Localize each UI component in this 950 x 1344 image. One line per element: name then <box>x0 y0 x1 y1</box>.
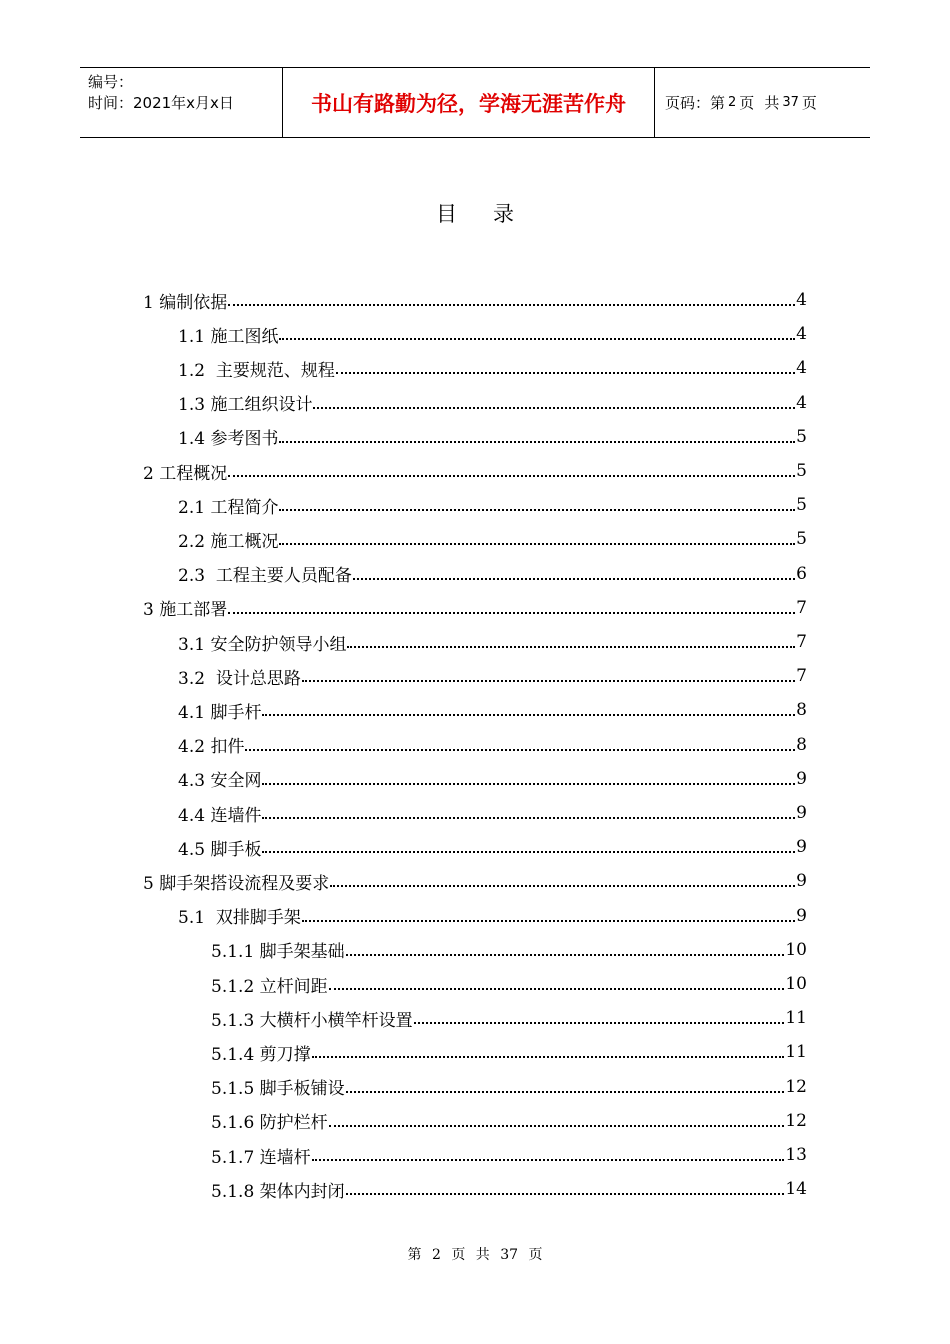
toc-entry-label: 2.3 工程主要人员配备 <box>178 566 352 587</box>
toc-entry[interactable] <box>178 899 807 933</box>
toc-entry[interactable] <box>211 967 807 1001</box>
toc-entry-label: 3.2 设计总思路 <box>178 668 301 689</box>
toc-entry-page: 10 <box>785 974 807 994</box>
header-page-total: 37 <box>782 95 799 110</box>
page-header <box>80 67 870 138</box>
header-page-total-prefix: 共 <box>764 94 780 112</box>
toc-entry-label: 2.2 施工概况 <box>178 531 279 552</box>
toc-entry[interactable] <box>178 351 807 385</box>
toc-entry[interactable] <box>178 693 807 727</box>
toc-leader-dots <box>329 988 785 990</box>
toc-entry[interactable] <box>211 1001 807 1035</box>
toc-entry-page: 9 <box>796 803 807 823</box>
toc-entry[interactable] <box>178 762 807 796</box>
toc-entry-label: 1.1 施工图纸 <box>178 326 279 347</box>
toc-entry-page: 5 <box>796 426 807 447</box>
footer-prefix: 第 <box>407 1247 422 1263</box>
toc-entry-label: 4.4 连墙件 <box>178 805 262 826</box>
toc-entry[interactable] <box>211 1104 807 1138</box>
toc-entry-label: 2.1 工程简介 <box>178 497 279 518</box>
toc-entry[interactable] <box>143 283 807 317</box>
toc-entry-label: 5.1.2 立杆间距 <box>211 976 328 997</box>
toc-entry-page: 9 <box>796 905 807 926</box>
toc-leader-dots <box>312 1056 785 1058</box>
toc-entry-label: 5.1.8 架体内封闭 <box>211 1181 345 1202</box>
footer-current-page: 2 <box>431 1247 441 1263</box>
toc-leader-dots <box>262 714 795 716</box>
toc-entry-page: 9 <box>796 768 807 789</box>
toc-leader-dots <box>302 680 795 682</box>
toc-leader-dots <box>330 885 795 887</box>
toc-entry-label: 5.1.1 脚手架基础 <box>211 942 345 963</box>
toc-leader-dots <box>228 304 795 306</box>
toc-leader-dots <box>346 954 785 956</box>
toc-entry[interactable] <box>178 728 807 762</box>
toc-entry-label: 5.1 双排脚手架 <box>178 908 301 929</box>
toc-entry-page: 7 <box>796 632 807 652</box>
toc-entry[interactable] <box>178 796 807 830</box>
footer-total-pages: 37 <box>500 1247 519 1263</box>
toc-entry-page: 9 <box>796 871 807 892</box>
footer-suffix: 页 <box>528 1247 543 1263</box>
footer-mid: 页 <box>451 1247 466 1263</box>
toc-entry-label: 4.2 扣件 <box>178 737 245 758</box>
toc-entry[interactable] <box>143 864 807 898</box>
toc-entry-page: 13 <box>785 1145 807 1165</box>
toc-entry-page: 7 <box>796 666 807 687</box>
toc-entry[interactable] <box>178 830 807 864</box>
toc-leader-dots <box>414 1022 785 1024</box>
toc-entry-page: 9 <box>796 837 807 858</box>
toc-entry[interactable] <box>211 1035 807 1069</box>
toc-leader-dots <box>228 612 795 614</box>
toc-entry-page: 5 <box>796 495 807 516</box>
toc-entry-page: 4 <box>796 392 807 413</box>
toc-entry-label: 3 施工部署 <box>143 600 228 621</box>
toc-entry[interactable] <box>178 659 807 693</box>
toc-entry-page: 4 <box>796 290 807 310</box>
toc-leader-dots <box>346 1193 785 1195</box>
document-date: 时间：2021年x月x日 <box>88 94 234 112</box>
toc-entry-page: 4 <box>796 358 807 379</box>
toc-leader-dots <box>312 1159 785 1161</box>
toc-leader-dots <box>279 509 795 511</box>
toc-leader-dots <box>329 1125 785 1127</box>
toc-leader-dots <box>313 407 795 409</box>
header-page-prefix: 页码：第 <box>665 94 726 112</box>
toc-entry-label: 1 编制依据 <box>143 292 228 313</box>
header-page-info <box>655 68 870 137</box>
toc-entry[interactable] <box>178 386 807 420</box>
toc-entry[interactable] <box>178 625 807 659</box>
toc-entry-label: 1.2 主要规范、规程 <box>178 360 335 381</box>
toc-leader-dots <box>279 543 795 545</box>
toc-entry-page: 5 <box>796 461 807 481</box>
toc-entry-label: 5.1.3 大横杆小横竿杆设置 <box>211 1010 413 1031</box>
toc-entry-label: 1.3 施工组织设计 <box>178 395 313 416</box>
toc-entry-label: 5 脚手架搭设流程及要求 <box>143 873 330 894</box>
toc-entry[interactable] <box>211 1070 807 1104</box>
toc-entry-page: 4 <box>796 324 807 345</box>
header-motto: 书山有路勤为径，学海无涯苦作舟 <box>283 68 655 137</box>
toc-entry[interactable] <box>211 1172 807 1206</box>
page-footer <box>0 1244 950 1264</box>
toc-entry-label: 5.1.7 连墙杆 <box>211 1147 311 1168</box>
toc-entry-label: 1.4 参考图书 <box>178 429 279 450</box>
toc-leader-dots <box>347 646 795 648</box>
toc-entry[interactable] <box>178 317 807 351</box>
toc-entry-label: 2 工程概况 <box>143 463 228 484</box>
toc-entry-page: 10 <box>785 939 807 960</box>
toc-entry-page: 12 <box>785 1110 807 1131</box>
toc-leader-dots <box>302 920 795 922</box>
toc-entry[interactable] <box>178 488 807 522</box>
toc-entry[interactable] <box>143 591 807 625</box>
toc-entry[interactable] <box>178 420 807 454</box>
toc-entry[interactable] <box>178 557 807 591</box>
toc-entry-label: 5.1.6 防护栏杆 <box>211 1113 328 1134</box>
toc-leader-dots <box>279 338 795 340</box>
toc-entry[interactable] <box>211 933 807 967</box>
toc-entry-page: 11 <box>785 1042 807 1063</box>
toc-entry-page: 8 <box>796 734 807 755</box>
document-number-label: 编号： <box>88 73 134 91</box>
toc-entry-label: 5.1.5 脚手板铺设 <box>211 1079 345 1100</box>
toc-leader-dots <box>262 783 795 785</box>
toc-entry-page: 6 <box>796 563 807 584</box>
toc-leader-dots <box>336 372 795 374</box>
header-page-mid: 页 <box>739 94 755 112</box>
toc-entry-label: 4.3 安全网 <box>178 771 262 792</box>
toc-entry-label: 4.1 脚手杆 <box>178 702 262 723</box>
toc-leader-dots <box>262 817 795 819</box>
header-meta-cell <box>80 68 283 137</box>
toc-entry-page: 12 <box>785 1076 807 1097</box>
toc-leader-dots <box>279 441 795 443</box>
header-page-suffix: 页 <box>801 94 817 112</box>
toc-entry-page: 5 <box>796 529 807 550</box>
footer-total-prefix: 共 <box>475 1247 490 1263</box>
toc-entry-label: 3.1 安全防护领导小组 <box>178 634 347 655</box>
toc-entry[interactable] <box>143 454 807 488</box>
toc-leader-dots <box>346 1091 785 1093</box>
toc-entry-label: 4.5 脚手板 <box>178 839 262 860</box>
toc-entry-page: 11 <box>785 1008 807 1029</box>
toc-entry-label: 5.1.4 剪刀撑 <box>211 1044 311 1065</box>
header-page-current: 2 <box>728 95 737 110</box>
toc-leader-dots <box>245 749 795 751</box>
toc-leader-dots <box>228 475 795 477</box>
toc-entry[interactable] <box>178 522 807 556</box>
toc-entry-page: 7 <box>796 597 807 618</box>
toc-entry[interactable] <box>211 1138 807 1172</box>
toc-title: 目录 <box>436 202 550 226</box>
toc-entry-page: 14 <box>785 1179 807 1200</box>
toc-leader-dots <box>262 851 795 853</box>
toc-entry-page: 8 <box>796 700 807 721</box>
toc-leader-dots <box>353 578 795 580</box>
